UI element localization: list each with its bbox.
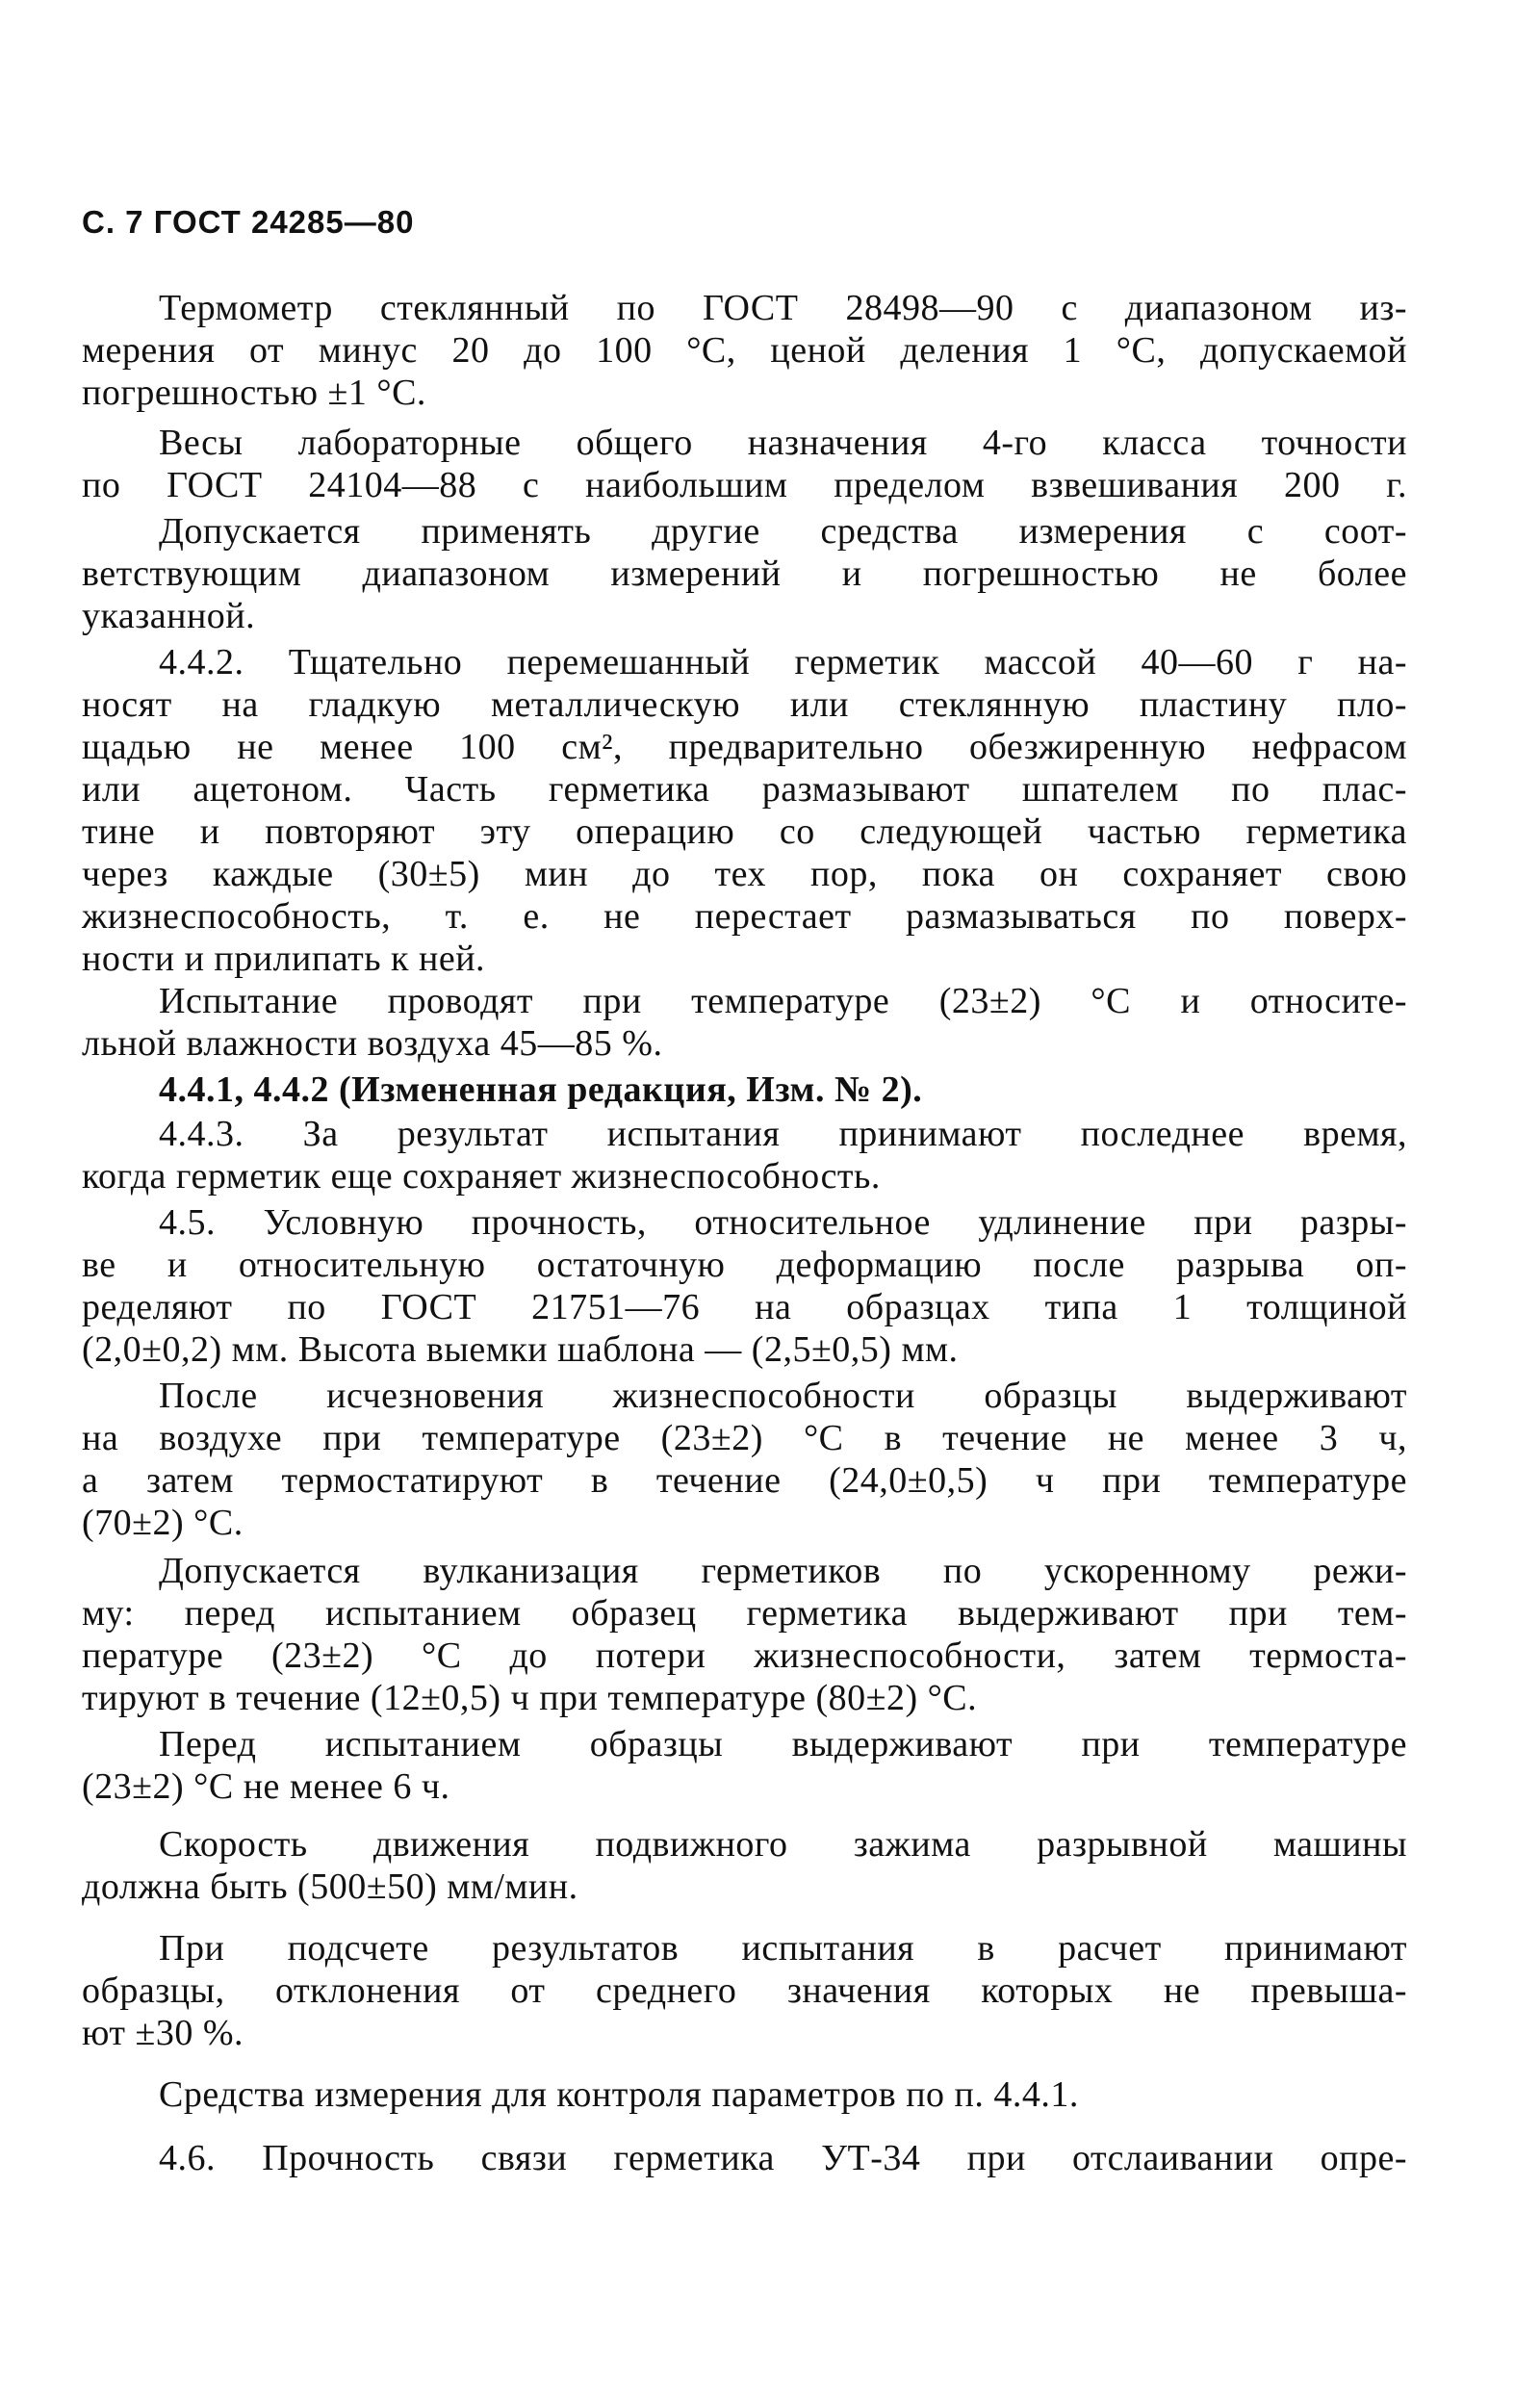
text-line: 4.6. Прочность связи герметика УТ-34 при отслаивании опре-: [159, 2138, 1407, 2178]
text-line: указанной.: [82, 596, 256, 636]
text-line: по ГОСТ 24104—88 с наибольшим пределом взвешивания 200 г.: [82, 465, 1407, 505]
text-line: При подсчете результатов испытания в расчет принимают: [159, 1928, 1407, 1969]
text-line: (23±2) °С не менее 6 ч.: [82, 1766, 450, 1807]
text-line: через каждые (30±5) мин до тех пор, пока он сохраняет свою: [82, 854, 1407, 894]
text-line: Допускается применять другие средства измерения с соот-: [159, 511, 1407, 552]
text-line: погрешностью ±1 °С.: [82, 373, 426, 413]
text-line: Перед испытанием образцы выдерживают при температуре: [159, 1724, 1407, 1764]
text-line: пературе (23±2) °С до потери жизнеспособности, затем термоста-: [82, 1635, 1407, 1676]
text-line: Допускается вулканизация герметиков по ускоренному режи-: [159, 1551, 1407, 1591]
text-line: 4.4.3. За результат испытания принимают последнее время,: [159, 1114, 1407, 1154]
text-line: должна быть (500±50) мм/мин.: [82, 1866, 578, 1907]
text-line: ности и прилипать к ней.: [82, 939, 486, 979]
text-line: 4.5. Условную прочность, относительное удлинение при разры-: [159, 1202, 1407, 1243]
amendment-note: 4.4.1, 4.4.2 (Измененная редакция, Изм. № 2).: [159, 1069, 923, 1110]
text-line: носят на гладкую металлическую или стеклянную пластину пло-: [82, 684, 1407, 725]
text-line: му: перед испытанием образец герметика выдерживают при тем-: [82, 1593, 1407, 1634]
text-line: ют ±30 %.: [82, 2013, 244, 2053]
text-line: Испытание проводят при температуре (23±2) °С и относите-: [159, 981, 1407, 1021]
text-line: жизнеспособность, т. е. не перестает размазываться по поверх-: [82, 896, 1407, 937]
text-line: мерения от минус 20 до 100 °С, ценой деления 1 °С, допускаемой: [82, 330, 1407, 371]
text-line: (2,0±0,2) мм. Высота выемки шаблона — (2,5±0,5) мм.: [82, 1329, 959, 1370]
text-line: (70±2) °С.: [82, 1503, 244, 1543]
text-line: а затем термостатируют в течение (24,0±0,5) ч при температуре: [82, 1460, 1407, 1501]
text-line: когда герметик еще сохраняет жизнеспособность.: [82, 1156, 881, 1197]
text-line: Средства измерения для контроля параметров по п. 4.4.1.: [159, 2074, 1079, 2115]
text-line: Термометр стеклянный по ГОСТ 28498—90 с диапазоном из-: [159, 288, 1407, 328]
page-header: С. 7 ГОСТ 24285—80: [82, 204, 415, 240]
text-line: ределяют по ГОСТ 21751—76 на образцах типа 1 толщиной: [82, 1287, 1407, 1327]
text-line: ве и относительную остаточную деформацию после разрыва оп-: [82, 1245, 1407, 1285]
text-line: После исчезновения жизнеспособности образцы выдерживают: [159, 1376, 1407, 1416]
text-line: 4.4.2. Тщательно перемешанный герметик массой 40—60 г на-: [159, 642, 1407, 682]
text-line: тине и повторяют эту операцию со следующей частью герметика: [82, 811, 1407, 852]
text-line: тируют в течение (12±0,5) ч при температуре (80±2) °С.: [82, 1678, 978, 1718]
text-line: Весы лабораторные общего назначения 4-го класса точности: [159, 423, 1407, 463]
text-line: на воздухе при температуре (23±2) °С в течение не менее 3 ч,: [82, 1418, 1407, 1458]
text-line: льной влажности воздуха 45—85 %.: [82, 1023, 663, 1064]
text-line: образцы, отклонения от среднего значения которых не превыша-: [82, 1970, 1407, 2011]
text-line: или ацетоном. Часть герметика размазывают шпателем по плас-: [82, 769, 1407, 810]
text-line: щадью не менее 100 см², предварительно обезжиренную нефрасом: [82, 727, 1407, 767]
text-line: ветствующим диапазоном измерений и погрешностью не более: [82, 553, 1407, 594]
text-line: Скорость движения подвижного зажима разрывной машины: [159, 1824, 1407, 1865]
